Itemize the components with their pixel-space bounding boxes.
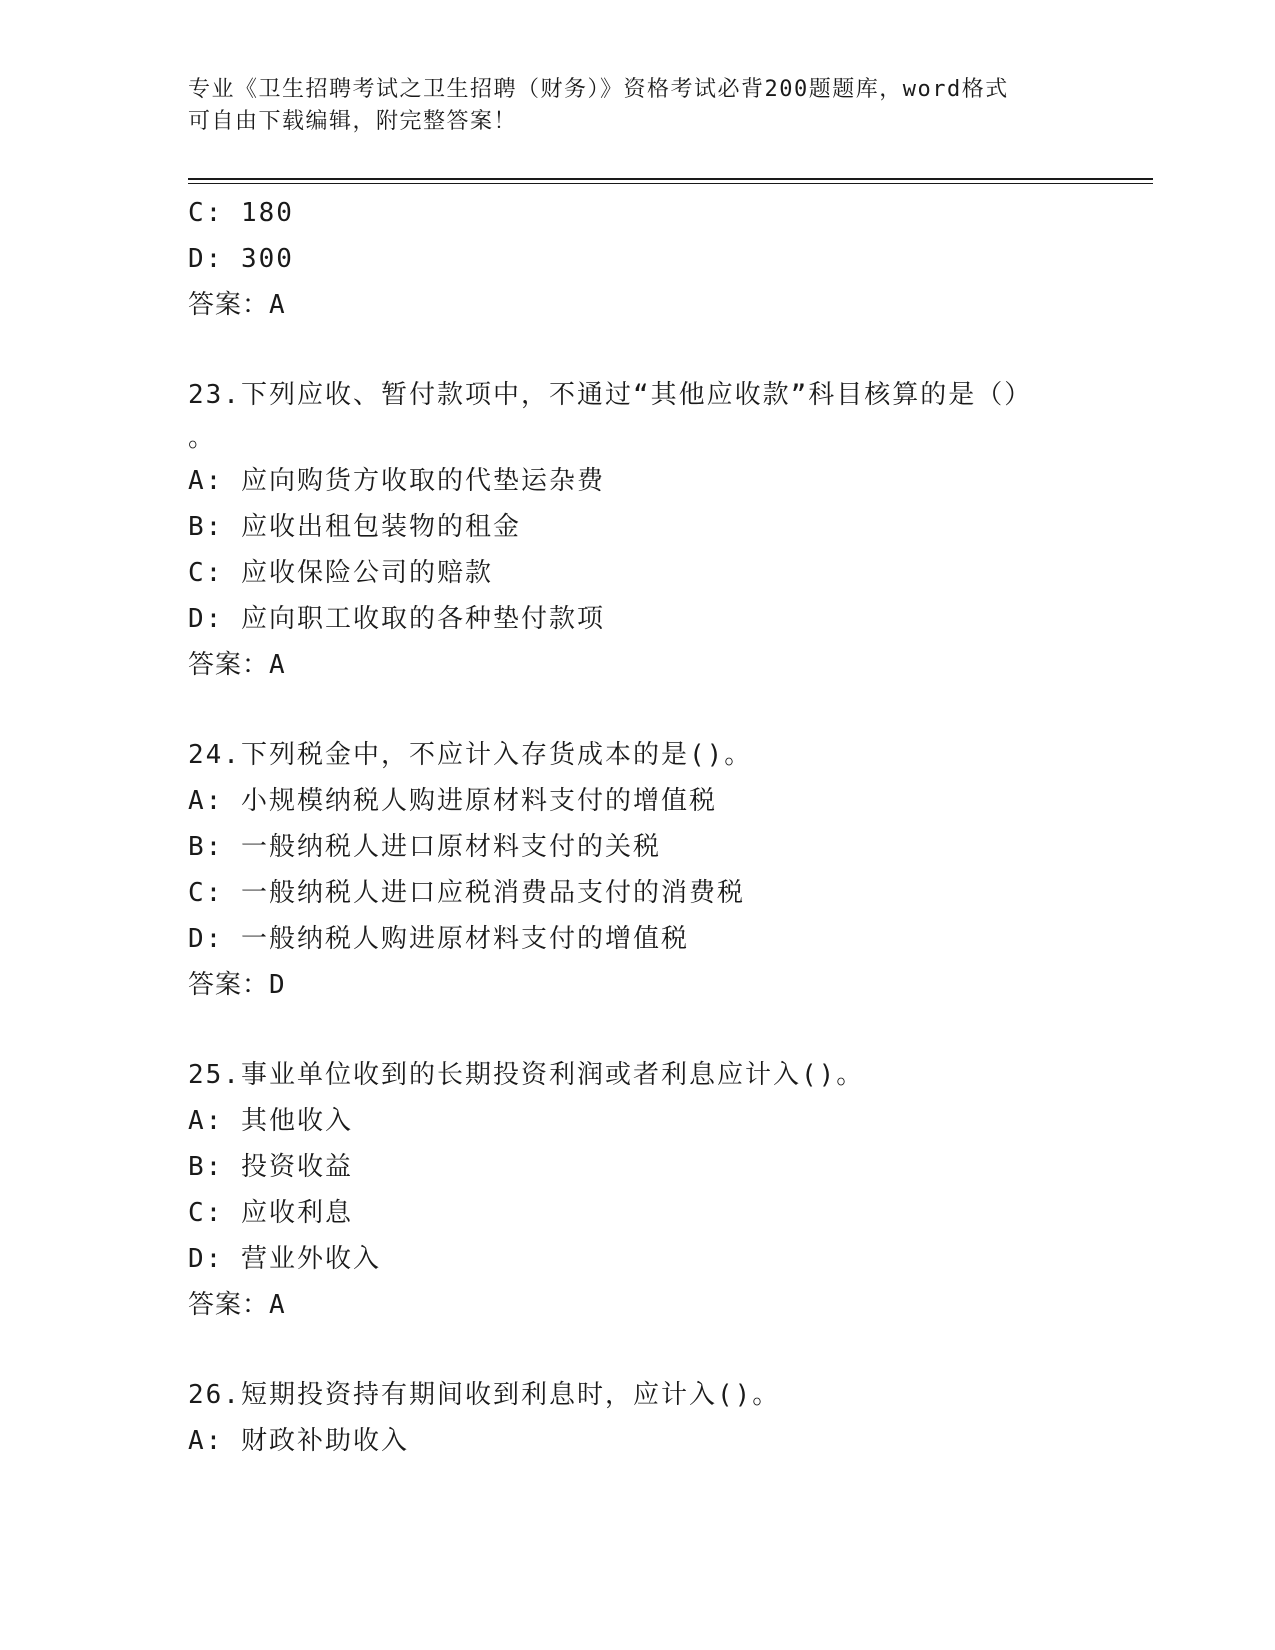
question-25 <box>188 1052 1068 1328</box>
answer-line: 答案：A <box>188 290 286 320</box>
answer-line: 答案：A <box>188 1290 286 1320</box>
option-b: B: 应收出租包装物的租金 <box>188 512 521 542</box>
spacer <box>188 1328 1068 1372</box>
option-d: D: 应向职工收取的各种垫付款项 <box>188 604 605 634</box>
header-rule-thin <box>188 183 1153 184</box>
question-stem: 23.下列应收、暂付款项中，不通过“其他应收款”科目核算的是（） <box>188 380 1033 410</box>
question-list <box>188 190 1068 1464</box>
option-d: D: 营业外收入 <box>188 1244 381 1274</box>
question-26 <box>188 1372 1068 1464</box>
option-a: A: 其他收入 <box>188 1106 353 1136</box>
option-d: D: 一般纳税人购进原材料支付的增值税 <box>188 924 689 954</box>
question-stem: 24.下列税金中，不应计入存货成本的是()。 <box>188 740 753 770</box>
option-c: C: 应收利息 <box>188 1198 353 1228</box>
option-d: D: 300 <box>188 244 294 274</box>
spacer <box>188 1008 1068 1052</box>
question-stem: 25.事业单位收到的长期投资利润或者利息应计入()。 <box>188 1060 865 1090</box>
option-c: C: 180 <box>188 198 294 228</box>
question-22-tail <box>188 190 1068 328</box>
document-header <box>188 74 1068 138</box>
question-23 <box>188 372 1068 688</box>
spacer <box>188 328 1068 372</box>
spacer <box>188 688 1068 732</box>
option-c: C: 一般纳税人进口应税消费品支付的消费税 <box>188 878 745 908</box>
header-title-line-1: 专业《卫生招聘考试之卫生招聘（财务）》资格考试必背200题题库，word格式 <box>188 77 1009 102</box>
answer-line: 答案：D <box>188 970 286 1000</box>
header-title-line-2: 可自由下载编辑，附完整答案！ <box>188 109 518 134</box>
header-rule-thick <box>188 178 1153 180</box>
option-a: A: 财政补助收入 <box>188 1426 409 1456</box>
question-stem-continuation: 。 <box>188 423 217 453</box>
question-stem: 26.短期投资持有期间收到利息时，应计入()。 <box>188 1380 781 1410</box>
option-c: C: 应收保险公司的赔款 <box>188 558 493 588</box>
option-a: A: 小规模纳税人购进原材料支付的增值税 <box>188 786 717 816</box>
option-b: B: 投资收益 <box>188 1152 353 1182</box>
option-b: B: 一般纳税人进口原材料支付的关税 <box>188 832 661 862</box>
option-a: A: 应向购货方收取的代垫运杂费 <box>188 466 605 496</box>
question-24 <box>188 732 1068 1008</box>
answer-line: 答案：A <box>188 650 286 680</box>
